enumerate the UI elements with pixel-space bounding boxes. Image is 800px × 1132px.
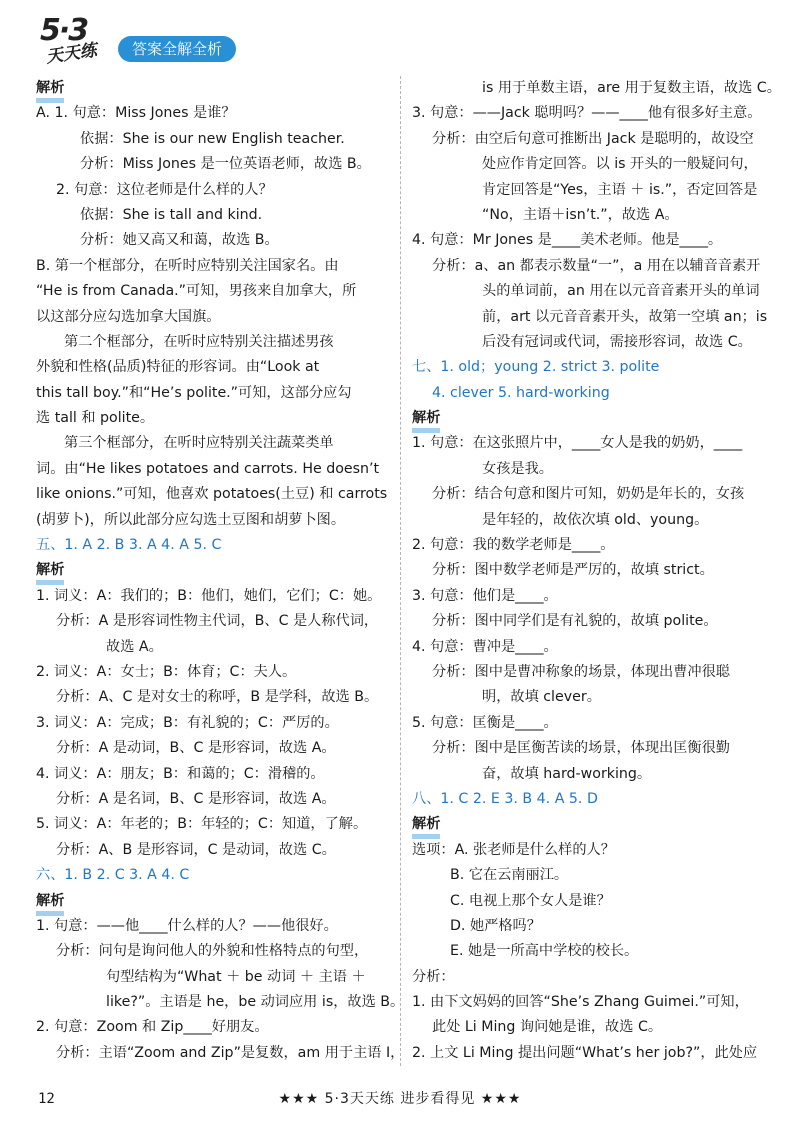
text-line: 分析：问句是询问他人的外貌和性格特点的句型， [56, 943, 369, 960]
answer-line: 八、1. C 2. E 3. B 4. A 5. D [412, 790, 598, 807]
text-line: 外貌和性格(品质)特征的形容词。由“Look at [36, 359, 320, 376]
text-line: 2. 上文 Li Ming 提出问题“What’s her job?”，此处应 [412, 1044, 758, 1061]
analysis-label: 解析 [36, 78, 64, 103]
answer-line: 六、1. B 2. C 3. A 4. C [36, 867, 190, 884]
text-line: 分析：A 是名词，B、C 是形容词，故选 A。 [56, 790, 336, 807]
text-line: 此处 Li Ming 询问她是谁，故选 C。 [432, 1019, 663, 1036]
text-line: 明，故填 clever。 [482, 689, 601, 706]
section-heading [36, 76, 388, 101]
logo-sub-text: 天天练 [44, 40, 99, 68]
answer-line: 五、1. A 2. B 3. A 4. A 5. C [36, 537, 222, 554]
section-heading [412, 812, 764, 837]
text-line: “No，主语＋isn’t.”，故选 A。 [482, 206, 679, 223]
text-line: 是年轻的，故依次填 old、young。 [482, 511, 709, 528]
text-line: 分析：A 是动词，B、C 是形容词，故选 A。 [56, 740, 336, 757]
text-line: 分析：A 是形容词性物主代词，B、C 是人称代词， [56, 613, 379, 630]
text-line: 分析：A、C 是对女士的称呼，B 是学科，故选 B。 [56, 689, 379, 706]
text-line: 肯定回答是“Yes，主语 ＋ is.”，否定回答是 [482, 181, 758, 198]
analysis-label: 解析 [36, 560, 64, 585]
text-line: 分析：图中同学们是有礼貌的，故填 polite。 [432, 613, 718, 630]
text-line: 1. 词义：A：我们的；B：他们，她们，它们；C：她。 [36, 587, 382, 604]
page-footer [0, 1084, 800, 1114]
text-line: 女孩是我。 [482, 460, 553, 477]
section-heading [412, 406, 764, 431]
text-line: 分析：主语“Zoom and Zip”是复数，am 用于主语 I， [56, 1044, 405, 1061]
text-line: 词。由“He likes potatoes and carrots. He doesn’t [36, 460, 380, 477]
text-line: 句型结构为“What ＋ be 动词 ＋ 主语 ＋ [106, 968, 366, 985]
text-line: like?”。主语是 he，be 动词应用 is，故选 B。 [106, 994, 405, 1011]
footer-slogan: ★★★ 5·3天天练 进步看得见 ★★★ [278, 1091, 522, 1107]
text-line: 分析：A、B 是形容词，C 是动词，故选 C。 [56, 841, 336, 858]
column-divider [400, 76, 401, 1066]
text-line: 3. 句意：他们是____。 [412, 587, 558, 604]
text-line: 分析：a、an 都表示数量“一”，a 用在以辅音音素开 [432, 257, 761, 274]
text-line: 4. 句意：曹冲是____。 [412, 638, 558, 655]
text-line: 第二个框部分，在听时应特别关注描述男孩 [64, 333, 334, 350]
text-line: 处应作肯定回答。以 is 开头的一般疑问句， [482, 156, 758, 173]
text-line: 第三个框部分，在听时应特别关注蔬菜类单 [64, 435, 334, 452]
text-line: 前，art 以元音音素开头，故第一空填 an；is [482, 308, 768, 325]
text-line: like onions.”可知，他喜欢 potatoes(土豆) 和 carrots [36, 486, 388, 503]
logo-main-text: 5·3 [40, 13, 88, 48]
answer-key-title: 答案全解全析 [118, 36, 236, 62]
text-line: E. 她是一所高中学校的校长。 [450, 943, 639, 960]
text-line: A. 1. 句意：Miss Jones 是谁？ [36, 105, 236, 122]
brand-logo [34, 13, 112, 70]
section-heading [36, 889, 388, 914]
analysis-label: 解析 [412, 408, 440, 433]
text-line: 5. 词义：A：年老的；B：年轻的；C：知道，了解。 [36, 816, 368, 833]
text-line: 分析：结合句意和图片可知，奶奶是年长的，女孩 [432, 486, 745, 503]
text-line: “He is from Canada.”可知，男孩来自加拿大，所 [36, 283, 357, 300]
text-line: 以这部分应勾选加拿大国旗。 [36, 308, 221, 325]
text-line: 1. 句意：——他____什么样的人？——他很好。 [36, 917, 338, 934]
text-line: 4. 词义：A：朋友；B：和蔼的；C：滑稽的。 [36, 765, 325, 782]
answer-line: 七、1. old；young 2. strict 3. polite [412, 359, 660, 376]
text-line: 分析：图中数学老师是严厉的，故填 strict。 [432, 562, 714, 579]
text-line: 分析：图中是匡衡苦读的场景，体现出匡衡很勤 [432, 740, 730, 757]
text-line: 分析：由空后句意可推断出 Jack 是聪明的，故设空 [432, 130, 754, 147]
text-line: (胡萝卜)，所以此部分应勾选土豆图和胡萝卜图。 [36, 511, 346, 528]
text-line: this tall boy.”和“He’s polite.”可知，这部分应勾 [36, 384, 352, 401]
text-line: B. 第一个框部分，在听时应特别关注国家名。由 [36, 257, 339, 274]
text-line: 分析：图中是曹冲称象的场景，体现出曹冲很聪 [432, 663, 730, 680]
text-line: 2. 句意：我的数学老师是____。 [412, 537, 615, 554]
text-line: 4. 句意：Mr Jones 是____美术老师。他是____。 [412, 232, 723, 249]
text-line: 分析：Miss Jones 是一位英语老师，故选 B。 [80, 156, 371, 173]
text-line: D. 她严格吗？ [450, 917, 541, 934]
text-line: 分析：她又高又和蔼，故选 B。 [80, 232, 279, 249]
text-line: 1. 由下文妈妈的回答“She’s Zhang Guimei.”可知， [412, 994, 749, 1011]
text-line: 2. 句意：Zoom 和 Zip____好朋友。 [36, 1019, 269, 1036]
analysis-label: 解析 [412, 814, 440, 839]
page-number: 12 [38, 1091, 55, 1107]
text-line: 依据：She is our new English teacher. [80, 130, 345, 147]
text-line: 故选 A。 [106, 638, 163, 655]
text-line: 后没有冠词或代词，需接形容词，故选 C。 [482, 333, 752, 350]
text-line: C. 电视上那个女人是谁？ [450, 892, 611, 909]
text-line: 1. 句意：在这张照片中，____女人是我的奶奶，____ [412, 435, 743, 452]
answer-line: 4. clever 5. hard-working [432, 384, 610, 401]
page-header [34, 13, 334, 72]
text-line: 2. 词义：A：女士；B：体育；C：夫人。 [36, 663, 297, 680]
text-line: 奋，故填 hard-working。 [482, 765, 652, 782]
left-column [36, 76, 405, 1066]
text-line: is 用于单数主语，are 用于复数主语，故选 C。 [482, 80, 781, 96]
text-line: 依据：She is tall and kind. [80, 206, 263, 223]
right-column [412, 76, 781, 1066]
text-line: 3. 句意：——Jack 聪明吗？——____他有很多好主意。 [412, 105, 762, 122]
text-line: 2. 句意：这位老师是什么样的人？ [56, 181, 273, 198]
text-line: 选 tall 和 polite。 [36, 410, 155, 427]
text-line: 分析： [412, 968, 455, 985]
analysis-label: 解析 [36, 891, 64, 916]
text-line: 头的单词前，an 用在以元音音素开头的单词 [482, 283, 760, 300]
section-heading [36, 558, 388, 583]
text-line: 选项：A. 张老师是什么样的人？ [412, 841, 615, 858]
text-line: B. 它在云南丽江。 [450, 867, 569, 884]
text-line: 5. 句意：匡衡是____。 [412, 714, 558, 731]
text-line: 3. 词义：A：完成；B：有礼貌的；C：严厉的。 [36, 714, 339, 731]
